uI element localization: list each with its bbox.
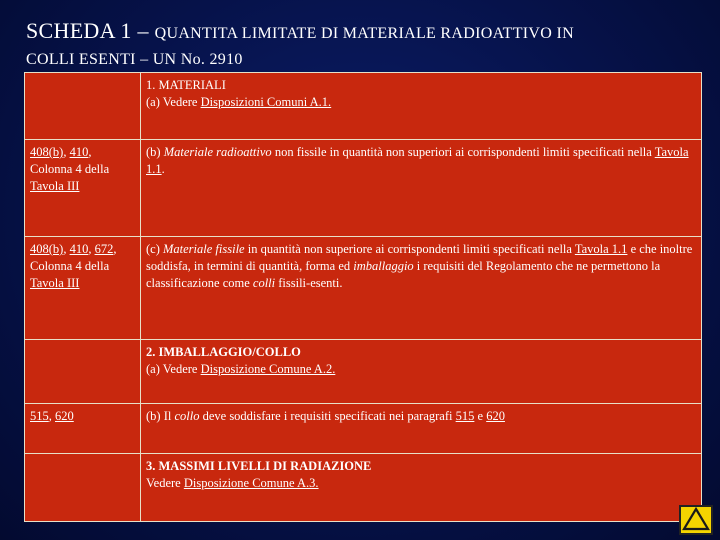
link-672[interactable]: 672	[94, 242, 114, 256]
item-text: (a) Vedere	[146, 362, 201, 376]
link-tavola-1-1[interactable]: Tavola 1.1	[574, 242, 628, 256]
link-515[interactable]: 515	[455, 409, 475, 423]
reference-cell	[25, 404, 141, 454]
item-label: (b) Il	[146, 409, 175, 423]
item-text: in quantità non superiore ai corrispondenti limiti specificati nella	[244, 242, 575, 256]
link-disposizione-a3[interactable]: Disposizione Comune A.3.	[183, 476, 319, 490]
table-row	[25, 73, 702, 140]
reference-cell	[25, 237, 141, 340]
page-title	[26, 18, 706, 73]
separator: ,	[63, 145, 70, 159]
link-tavola-iii[interactable]: Tavola III	[30, 276, 80, 290]
item-text: Vedere	[146, 476, 184, 490]
item-text: .	[161, 162, 165, 176]
content-cell	[141, 454, 702, 522]
link-620[interactable]: 620	[55, 409, 74, 423]
section-heading-imballaggio: 2. IMBALLAGGIO/COLLO	[146, 345, 301, 359]
reference-cell	[25, 73, 141, 140]
link-408b[interactable]: 408(b)	[30, 145, 64, 159]
italic-term: collo	[174, 409, 200, 423]
table-row	[25, 340, 702, 404]
content-cell	[141, 140, 702, 237]
section-heading-materiali: 1. MATERIALI	[146, 78, 226, 92]
home-back-icon	[681, 507, 711, 533]
title-prefix: SCHEDA 1 –	[26, 18, 155, 43]
italic-term: colli	[252, 276, 276, 290]
title-line2: COLLI ESENTI – UN No. 2910	[26, 51, 243, 68]
reference-cell	[25, 140, 141, 237]
item-text: deve soddisfare i requisiti specificati nei paragrafi	[199, 409, 456, 423]
content-cell	[141, 340, 702, 404]
item-text: (a) Vedere	[146, 95, 201, 109]
separator: ,	[88, 242, 95, 256]
link-410[interactable]: 410	[69, 242, 89, 256]
separator: ,	[48, 409, 55, 423]
item-text: i requisiti del Regolamento che ne permettono la classificazione come	[146, 259, 661, 290]
link-tavola-iii[interactable]: Tavola III	[30, 179, 80, 193]
link-408b[interactable]: 408(b)	[30, 242, 64, 256]
title-line1: QUANTITA LIMITATE DI MATERIALE RADIOATTIVO IN	[154, 25, 574, 42]
section-heading-radiazione: 3. MASSIMI LIVELLI DI RADIAZIONE	[146, 459, 372, 473]
link-410[interactable]: 410	[69, 145, 89, 159]
link-disposizione-a2[interactable]: Disposizione Comune A.2.	[200, 362, 336, 376]
table-row	[25, 237, 702, 340]
item-label: (b)	[146, 145, 164, 159]
italic-term: Materiale radioattivo	[163, 145, 272, 159]
link-tavola-1-1[interactable]: Tavola 1.1	[146, 145, 689, 176]
reference-cell	[25, 340, 141, 404]
link-515[interactable]: 515	[30, 409, 49, 423]
table-row	[25, 454, 702, 522]
table-row	[25, 404, 702, 454]
table-row	[25, 140, 702, 237]
reference-text: , Colonna 4 della	[30, 145, 110, 176]
item-text: non fissile in quantità non superiori ai corrispondenti limiti specificati nella	[271, 145, 655, 159]
item-text: e che inoltre soddisfa, in termini di quantità, forma ed	[146, 242, 693, 273]
item-text: e	[474, 409, 487, 423]
reference-cell	[25, 454, 141, 522]
content-cell	[141, 237, 702, 340]
content-cell	[141, 404, 702, 454]
separator: ,	[63, 242, 70, 256]
content-cell	[141, 73, 702, 140]
link-disposizioni-a1[interactable]: Disposizioni Comuni A.1.	[200, 95, 332, 109]
italic-term: imballaggio	[353, 259, 414, 273]
italic-term: Materiale fissile	[163, 242, 245, 256]
item-text: fissili-esenti.	[275, 276, 343, 290]
item-label: (c)	[146, 242, 163, 256]
reference-text: , Colonna 4 della	[30, 242, 117, 273]
schedule-table	[24, 72, 702, 522]
home-back-button[interactable]	[679, 505, 713, 535]
link-620[interactable]: 620	[486, 409, 505, 423]
